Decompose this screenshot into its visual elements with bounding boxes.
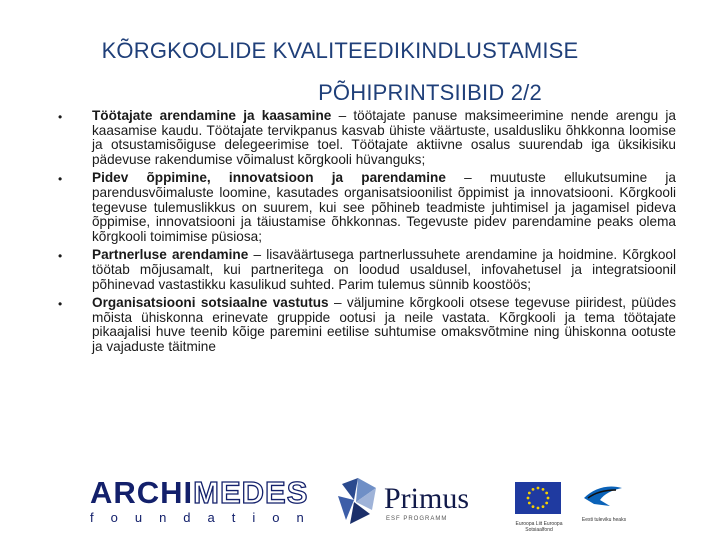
principle-heading: Pidev õppimine, innovatsioon ja parendamine bbox=[92, 170, 446, 186]
eu-star bbox=[532, 505, 535, 508]
eu-caption: Euroopa Liit Euroopa Sotsiaalfond bbox=[515, 521, 563, 533]
principle-text: – lisaväärtusega partnerlussuhete arendamine ja hoidmine. Kõrgkool töötab mõjusamalt, kui partneritega on loodud usaldusel, infovahetusel ja integratsioonil põhinevad vastastikku kasulikud suhted. Parim tulemus sünnib koostöös; bbox=[92, 247, 676, 292]
footer-logos bbox=[0, 472, 720, 540]
primus-emblem-icon bbox=[332, 476, 384, 528]
principle-text: – väljumine kõrgkooli otsese tegevuse piiridest, püüdes mõista ühiskonna erinevate gruppide ootusi ja neile vastata. Kõrgkooli ja tema töötajate pikaajalisi huve teenib kõige paremini eetilise suhtumise omaksvõtmine ning ühiskonna ootuste ja vajaduste täitmine bbox=[92, 295, 676, 354]
bullet-dot-icon: • bbox=[58, 249, 63, 264]
eu-star bbox=[532, 488, 535, 491]
eu-logo bbox=[515, 482, 563, 533]
slide-title-line-1: KÕRGKOOLIDE KVALITEEDIKINDLUSTAMISE bbox=[101, 38, 579, 63]
principle-item bbox=[56, 296, 676, 354]
eu-star bbox=[545, 492, 548, 495]
eu-flag-icon bbox=[515, 482, 561, 514]
primus-logo bbox=[332, 476, 482, 528]
principle-heading: Töötajate arendamine ja kaasamine bbox=[92, 108, 332, 123]
eu-star bbox=[547, 497, 550, 500]
archimedes-word-light: MEDES bbox=[193, 475, 309, 510]
principle-item bbox=[56, 171, 676, 244]
archimedes-logo bbox=[90, 475, 321, 525]
principle-item bbox=[56, 109, 676, 167]
principle-heading: Organisatsiooni sotsiaalne vastutus bbox=[92, 295, 329, 311]
eu-star bbox=[528, 502, 531, 505]
principle-heading: Partnerluse arendamine bbox=[92, 247, 249, 263]
eu-star bbox=[542, 488, 545, 491]
archimedes-word-dark: ARCHI bbox=[90, 475, 194, 510]
principle-text: – muutuste ellukutsumine ja parendusvõimaluste loomine, kasutades organisatsioonilist õppimist ja innovatsiooni. Kõrgkooli tegevuse tulemuslikkus on suurem, kui see põhineb teadmiste juhtimisel ja jagamisel pideva õppimise, innovatsiooni ja täiustamise õhkkonnas. Tegevuste pidev parendamine peaks olema kõrgkooli toimimise püsiosa; bbox=[92, 170, 676, 244]
eu-star bbox=[527, 497, 530, 500]
principles-list bbox=[56, 109, 676, 355]
principle-text: – töötajate panuse maksimeerimine nende arengu ja kaasamise kaudu. Töötajate tervikpanus kasvab ühiste väärtuste, usaldusliku õhkkonna loomise ja otsustamisõiguse delegeerimise toel. Töötajate aktiivne osalus suurendab iga üksikisiku pädevuse rakendumise võimalust kõrgkooli hüvanguks; bbox=[92, 108, 676, 167]
estonia-logo bbox=[580, 480, 628, 523]
bullet-dot-icon: • bbox=[58, 110, 63, 124]
primus-wordmark: Primus bbox=[384, 482, 470, 515]
bullet-dot-icon: • bbox=[58, 297, 63, 312]
principle-item bbox=[56, 248, 676, 292]
slide-title-line-2: PÕHIPRINTSIIBID 2/2 bbox=[318, 80, 542, 105]
eu-star bbox=[537, 507, 540, 510]
primus-subtitle: ESF PROGRAMM bbox=[386, 516, 448, 522]
estonia-swallow-icon bbox=[580, 480, 626, 510]
slide-title bbox=[0, 30, 720, 114]
estonia-caption: Eesti tuleviku heaks bbox=[581, 517, 627, 523]
archimedes-subtitle: foundation bbox=[90, 510, 321, 525]
eu-star bbox=[537, 487, 540, 490]
bullet-dot-icon: • bbox=[58, 172, 63, 187]
eu-star bbox=[542, 505, 545, 508]
eu-star bbox=[545, 502, 548, 505]
eu-star bbox=[528, 492, 531, 495]
